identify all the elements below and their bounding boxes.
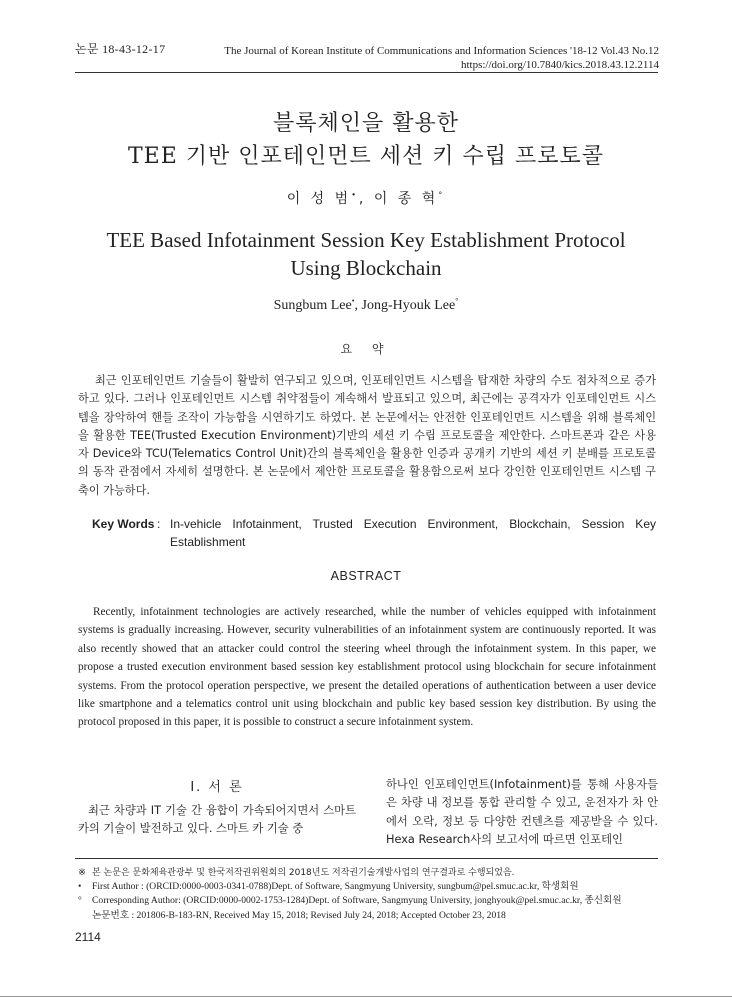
footnote-first-author-mark: • [78, 881, 82, 893]
doi-link[interactable]: https://doi.org/10.7840/kics.2018.43.12.2114 [460, 59, 659, 71]
keywords-colon: : [157, 517, 161, 531]
authors-kr [0, 188, 732, 208]
first-author-mark-en: • [351, 296, 355, 306]
footnote-corresponding-author [78, 894, 661, 908]
footnote-paper-number-text: 논문번호 : 201806-B-183-RN, Received May 15, 2018; Revised July 24, 2018; Accepted October 23, 2018 [92, 909, 506, 921]
journal-header [224, 44, 659, 72]
author-en-1: Sungbum Lee [273, 298, 352, 313]
header-rule [75, 72, 658, 73]
footnote-first-author [78, 880, 661, 894]
footnote-funding-text: 본 논문은 문화체육관광부 및 한국저작권위원회의 2018년도 저작권기술개발사업의 연구결과로 수행되었음. [92, 868, 515, 878]
footnote-corresponding-author-mark: ° [78, 895, 82, 907]
title-en-line2: Using Blockchain [290, 256, 442, 280]
intro-right-column: 하나인 인포테인먼트(Infotainment)를 통해 사용자들은 차량 내 정보를 통합 관리할 수 있고, 운전자가 차 안에서 오락, 정보 등 다양한 컨텐츠를 제공받을 수 있다. Hexa Research사의 보고서에 따르면 인포테인 [386, 778, 658, 847]
section-heading-introduction: Ⅰ. 서 론 [190, 780, 244, 795]
journal-name: The Journal of Korean Institute of Communications and Information Sciences '18-12 Vol.43 No.12 [224, 45, 659, 57]
corresponding-author-mark-en: ° [455, 296, 459, 306]
author-kr-1: 이 성 범 [286, 191, 352, 207]
page-bottom-edge [0, 996, 732, 997]
title-kr-line2: TEE 기반 인포테인먼트 세션 키 수립 프로토콜 [127, 144, 605, 169]
keywords-text: In-vehicle Infotainment, Trusted Execution Environment, Blockchain, Session Key Establishment [170, 517, 656, 549]
footnote-funding [78, 866, 661, 880]
author-separator-en: , [354, 298, 362, 313]
authors-en [0, 298, 732, 314]
first-author-mark: • [351, 190, 359, 200]
abstract-kr-body: 최근 인포테인먼트 기술들이 활발히 연구되고 있으며, 인포테인먼트 시스템을 탑재한 차량의 수도 점차적으로 증가하고 있다. 그러나 인포테인먼트 시스템 취약점들이 계속해서 발표되고 있으며, 최근에는 공격자가 인포테인먼트 시스템을 장악하여 핸들 조작이 가능함을 시연하기도 하였다. 본 논문에서는 안전한 인포테인먼트 시스템을 위해 블록체인을 활용한 TEE(Trusted Execution Environment)기반의 세션 키 수립 프로토콜을 제안한다. 스마트폰과 같은 사용자 Device와 TCU(Telematics Control Unit)간의 블록체인을 활용한 인증과 공개키 기반의 세션 키 분배를 프로토콜의 동작 관점에서 자세히 설명한다. 본 논문에서 제안한 프로토콜을 활용함으로써 보다 강인한 인포테인먼트 시스템 구축이 가능하다. [78, 374, 656, 497]
title-kr-line1: 블록체인을 활용한 [272, 111, 459, 136]
corresponding-author-mark: ° [438, 190, 446, 200]
paper-id: 논문 18-43-12-17 [75, 42, 166, 56]
abstract-en-body: Recently, infotainment technologies are actively researched, while the number of vehicles equipped with infotainment systems is gradually increasing. However, security vulnerabilities of an infotainment system are continuously reported. It was also recently showed that an attacker could control the steering wheel through the infotainment system. In this paper, we propose a trusted execution environment based session key establishment protocol using blockchain for secure infotainment systems. From the protocol operation perspective, we present the detailed operations of authentication between a user device like smartphone and a telematics control unit using blockchain and public key based session key distribution. By using the protocol proposed in this paper, it is possible to construct a secure infotainment system. [78, 606, 656, 729]
author-separator: , [358, 191, 374, 207]
footnote-rule [75, 858, 658, 859]
author-kr-2: 이 종 혁 [373, 191, 439, 207]
title-en-line1: TEE Based Infotainment Session Key Establishment Protocol [106, 228, 626, 252]
intro-left-column: 최근 차량과 IT 기술 간 융합이 가속되어지면서 스마트 카의 기술이 발전하고 있다. 스마트 카 기술 중 [78, 804, 356, 836]
page-number: 2114 [75, 930, 101, 944]
footnote-first-author-text: First Author : (ORCID:0000-0003-0341-0788)Dept. of Software, Sangmyung University, sungbum@pel.smuc.ac.kr, 학생회원 [92, 881, 579, 893]
footnotes [78, 866, 661, 923]
abstract-en-heading: ABSTRACT [330, 569, 402, 583]
footnote-corresponding-author-text: Corresponding Author: (ORCID:0000-0002-1753-1284)Dept. of Software, Sangmyung University, jonghyouk@pel.smuc.ac.kr, 종신회원 [92, 895, 622, 907]
abstract-kr-heading: 요 약 [340, 342, 392, 356]
title-en [0, 226, 732, 282]
author-en-2: Jong-Hyouk Lee [361, 298, 456, 313]
footnote-funding-mark: ※ [78, 867, 87, 878]
footnote-paper-number [78, 909, 661, 923]
keywords-label: Key Words [92, 517, 155, 531]
